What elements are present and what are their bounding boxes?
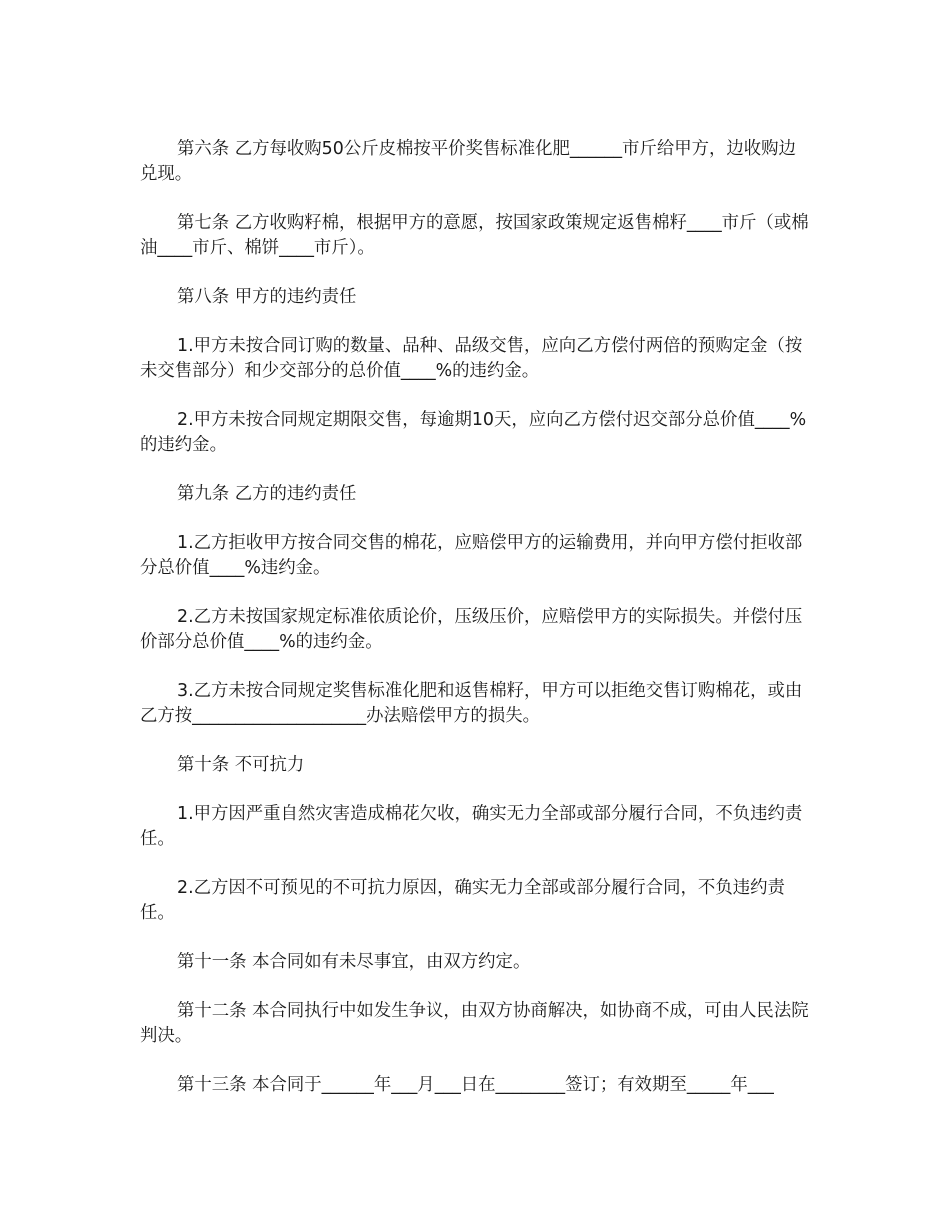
article-10-clause-1: 1.甲方因严重自然灾害造成棉花欠收，确实无力全部或部分履行合同，不负违约责任。 bbox=[140, 804, 803, 849]
article-9-clause-1: 1.乙方拒收甲方按合同交售的棉花，应赔偿甲方的运输费用，并向甲方偿付拒收部分总价值____%违约金。 bbox=[140, 533, 803, 578]
article-10-heading: 第十条 不可抗力 bbox=[177, 755, 305, 775]
article-9-clause-3: 3.乙方未按合同规定奖售标准化肥和返售棉籽，甲方可以拒绝交售订购棉花，或由乙方按____________________办法赔偿甲方的损失。 bbox=[140, 681, 803, 726]
article-9-heading: 第九条 乙方的违约责任 bbox=[177, 484, 357, 504]
article-8-clause-2: 2.甲方未按合同规定期限交售，每逾期10天，应向乙方偿付迟交部分总价值____%的违约金。 bbox=[140, 410, 807, 455]
article-12-paragraph: 第十二条 本合同执行中如发生争议，由双方协商解决，如协商不成，可由人民法院判决。 bbox=[140, 1001, 809, 1046]
article-7-paragraph: 第七条 乙方收购籽棉，根据甲方的意愿，按国家政策规定返售棉籽____市斤（或棉油____市斤、棉饼____市斤）。 bbox=[140, 213, 809, 258]
article-13-paragraph: 第十三条 本合同于______年___月___日在________签订；有效期至_____年___ bbox=[177, 1075, 774, 1095]
article-8-heading: 第八条 甲方的违约责任 bbox=[177, 287, 357, 307]
article-9-clause-2: 2.乙方未按国家规定标准依质论价，压级压价，应赔偿甲方的实际损失。并偿付压价部分总价值____%的违约金。 bbox=[140, 607, 803, 652]
article-8-clause-1: 1.甲方未按合同订购的数量、品种、品级交售，应向乙方偿付两倍的预购定金（按未交售部分）和少交部分的总价值____%的违约金。 bbox=[140, 336, 803, 381]
contract-body bbox=[140, 137, 812, 1122]
article-11-paragraph: 第十一条 本合同如有未尽事宜，由双方约定。 bbox=[177, 952, 531, 972]
article-6-paragraph: 第六条 乙方每收购50公斤皮棉按平价奖售标准化肥______市斤给甲方，边收购边兑现。 bbox=[140, 139, 796, 184]
article-10-clause-2: 2.乙方因不可预见的不可抗力原因，确实无力全部或部分履行合同，不负违约责任。 bbox=[140, 878, 785, 923]
